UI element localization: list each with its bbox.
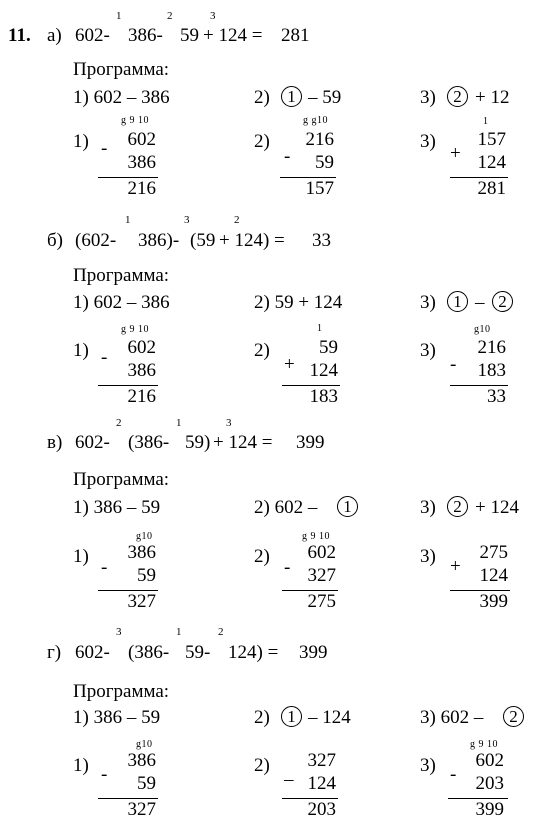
- part-v-step-ref-2: 2: [447, 496, 468, 517]
- part-a-step-ref-1: 1: [281, 86, 302, 107]
- part-a-step-1: 1) 602 – 386: [73, 87, 170, 108]
- part-g-col1-result: 327: [127, 799, 156, 820]
- part-v-col3-result: 399: [479, 591, 508, 612]
- part-b-col3-result: 33: [487, 386, 506, 407]
- part-v-step-1: 1) 386 – 59: [73, 497, 161, 518]
- part-b-col1-top: 602: [127, 337, 156, 358]
- part-b-col3-sign: -: [450, 354, 457, 375]
- part-b-col2-carry: 1: [317, 323, 323, 334]
- part-a-col2-result: 157: [305, 178, 334, 199]
- part-g-col1-top: 386: [127, 750, 156, 771]
- part-a-col3-bottom: 124: [477, 152, 506, 173]
- part-v-step-3-rest: + 124: [475, 497, 519, 518]
- part-v-expr-result: 399: [296, 432, 325, 453]
- part-v-expr-term-4: + 124 =: [213, 432, 273, 453]
- part-v-col2-sign: -: [284, 557, 291, 578]
- part-a-col1-carry: g 9 10: [121, 115, 149, 126]
- part-b-step-2: 2) 59 + 124: [254, 292, 343, 313]
- part-g-expr-term-1: 602-: [75, 642, 110, 663]
- program-label-v: Программа:: [73, 469, 170, 490]
- part-b-expr-term-3: (59: [190, 230, 216, 251]
- part-g-col3-carry: g 9 10: [470, 739, 498, 750]
- part-b-col1-result: 216: [127, 386, 156, 407]
- part-g-step-ref-2: 2: [503, 706, 524, 727]
- part-v-op-order-2: 2: [116, 417, 122, 429]
- part-g-col3-result: 399: [475, 799, 504, 820]
- part-g-op-order-3: 3: [116, 626, 122, 638]
- part-g-col2-sign: –: [284, 769, 294, 790]
- part-a-col1-label: 1): [73, 131, 89, 152]
- part-a-col3-top: 157: [477, 129, 506, 150]
- part-b-op-order-1: 1: [125, 214, 131, 226]
- part-a-col3-sign: +: [450, 143, 461, 164]
- part-a-step-2-label: 2): [254, 87, 270, 108]
- part-g-col2-top: 327: [307, 750, 336, 771]
- part-g-col1-bottom: 59: [137, 773, 156, 794]
- part-v-op-order-3: 3: [226, 417, 232, 429]
- part-g-col2-bottom: 124: [307, 773, 336, 794]
- part-a-expr-term-1: 602-: [75, 25, 110, 46]
- part-g-col2-label: 2): [254, 755, 270, 776]
- part-a-step-3-rest: + 12: [475, 87, 510, 108]
- part-b-step-3-op: –: [475, 292, 485, 313]
- part-a-expr-term-3: 59: [180, 25, 199, 46]
- part-a-col1-sign: -: [101, 138, 108, 159]
- part-g-col2-result: 203: [307, 799, 336, 820]
- part-a-col3-result: 281: [477, 178, 506, 199]
- part-v-col2-top: 602: [307, 542, 336, 563]
- part-v-col2-result: 275: [307, 591, 336, 612]
- part-g-col1-label: 1): [73, 755, 89, 776]
- part-g-op-order-1: 1: [176, 626, 182, 638]
- part-a-col3-label: 3): [420, 131, 436, 152]
- part-v-col3-bottom: 124: [479, 565, 508, 586]
- part-v-col1-result: 327: [127, 591, 156, 612]
- part-b-expr-term-1: (602-: [75, 230, 117, 251]
- part-a-op-order-1: 1: [116, 10, 122, 22]
- part-b-step-ref-1: 1: [447, 291, 468, 312]
- program-label-g: Программа:: [73, 681, 170, 702]
- part-v-col3-top: 275: [479, 542, 508, 563]
- part-g-expr-term-2: (386-: [128, 642, 170, 663]
- part-g-step-1: 1) 386 – 59: [73, 707, 161, 728]
- part-v-col2-label: 2): [254, 546, 270, 567]
- part-a-step-2-rest: – 59: [308, 87, 342, 108]
- part-g-col3-top: 602: [475, 750, 504, 771]
- part-v-step-ref-1: 1: [337, 496, 358, 517]
- part-g-col3-bottom: 203: [475, 773, 504, 794]
- part-b-op-order-3: 3: [184, 214, 190, 226]
- part-b-col1-bottom: 386: [127, 360, 156, 381]
- part-a-col2-sign: -: [284, 146, 291, 167]
- part-a-col2-bottom: 59: [315, 152, 334, 173]
- part-v-col1-bottom: 59: [137, 565, 156, 586]
- part-a-col1-result: 216: [127, 178, 156, 199]
- part-v-step-2: 2) 602 –: [254, 497, 318, 518]
- part-g-step-2-rest: – 124: [308, 707, 351, 728]
- part-a-expr-term-4: + 124 =: [203, 25, 263, 46]
- part-v-col1-top: 386: [127, 542, 156, 563]
- program-label-b: Программа:: [73, 265, 170, 286]
- part-b-col2-top: 59: [319, 337, 338, 358]
- part-v-col2-carry: g 9 10: [302, 531, 330, 542]
- part-a-letter: а): [47, 25, 62, 46]
- part-a-expr-result: 281: [281, 25, 310, 46]
- part-b-step-ref-2: 2: [492, 291, 513, 312]
- part-b-expr-result: 33: [312, 230, 331, 251]
- part-g-col1-sign: -: [101, 764, 108, 785]
- part-b-expr-term-2: 386)-: [138, 230, 180, 251]
- part-g-expr-result: 399: [299, 642, 328, 663]
- part-g-step-2-label: 2): [254, 707, 270, 728]
- part-b-col2-result: 183: [309, 386, 338, 407]
- part-b-col3-label: 3): [420, 340, 436, 361]
- part-v-col1-sign: -: [101, 557, 108, 578]
- part-g-expr-term-4: 124) =: [228, 642, 279, 663]
- part-a-col2-label: 2): [254, 131, 270, 152]
- part-g-col3-label: 3): [420, 755, 436, 776]
- part-a-op-order-2: 2: [167, 10, 173, 22]
- part-v-col3-label: 3): [420, 546, 436, 567]
- part-a-step-ref-2: 2: [447, 86, 468, 107]
- part-a-col2-top: 216: [305, 129, 334, 150]
- part-b-col2-label: 2): [254, 340, 270, 361]
- part-a-col1-bottom: 386: [127, 152, 156, 173]
- part-a-col2-carry: g g10: [303, 115, 328, 126]
- part-v-expr-term-3: 59): [185, 432, 211, 453]
- part-a-op-order-3: 3: [210, 10, 216, 22]
- problem-number: 11.: [8, 25, 31, 46]
- part-b-op-order-2: 2: [234, 214, 240, 226]
- part-b-step-1: 1) 602 – 386: [73, 292, 170, 313]
- part-b-col3-carry: g10: [474, 324, 491, 335]
- part-b-col1-carry: g 9 10: [121, 324, 149, 335]
- part-v-col1-carry: g10: [136, 531, 153, 542]
- part-a-col3-carry: 1: [483, 116, 489, 127]
- part-g-step-ref-1: 1: [281, 706, 302, 727]
- part-a-expr-term-2: 386-: [128, 25, 163, 46]
- part-a-step-3-label: 3): [420, 87, 436, 108]
- part-g-col3-sign: -: [450, 764, 457, 785]
- part-b-letter: б): [47, 230, 63, 251]
- part-v-step-3-label: 3): [420, 497, 436, 518]
- part-v-col1-label: 1): [73, 546, 89, 567]
- part-v-expr-term-1: 602-: [75, 432, 110, 453]
- part-b-col2-sign: +: [284, 354, 295, 375]
- part-b-col3-bottom: 183: [477, 360, 506, 381]
- part-g-col1-carry: g10: [136, 739, 153, 750]
- part-b-col1-label: 1): [73, 340, 89, 361]
- part-b-expr-term-4: + 124) =: [219, 230, 285, 251]
- part-v-expr-term-2: (386-: [128, 432, 170, 453]
- part-v-col2-bottom: 327: [307, 565, 336, 586]
- part-b-step-3-label: 3): [420, 292, 436, 313]
- part-b-col3-top: 216: [477, 337, 506, 358]
- part-b-col1-sign: -: [101, 347, 108, 368]
- part-g-letter: г): [47, 642, 62, 663]
- part-g-expr-term-3: 59-: [185, 642, 211, 663]
- part-g-step-3: 3) 602 –: [420, 707, 484, 728]
- program-label-a: Программа:: [73, 59, 170, 80]
- part-b-col2-bottom: 124: [309, 360, 338, 381]
- part-v-op-order-1: 1: [176, 417, 182, 429]
- part-v-col3-sign: +: [450, 556, 461, 577]
- part-g-op-order-2: 2: [218, 626, 224, 638]
- part-v-letter: в): [47, 432, 63, 453]
- part-a-col1-top: 602: [127, 129, 156, 150]
